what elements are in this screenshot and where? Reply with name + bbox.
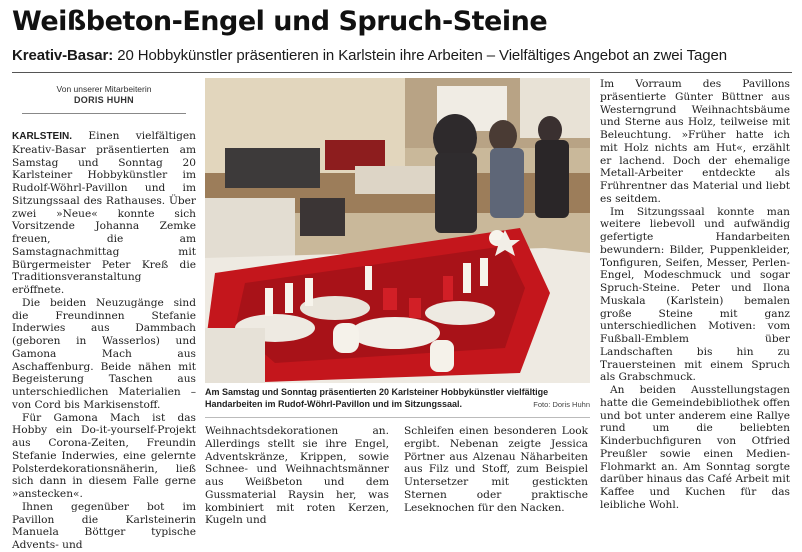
headline: Weißbeton-Engel und Spruch-Steine [12,6,548,37]
subheadline-text: 20 Hobbykünstler präsentieren in Karlstein ihre Arbeiten – Vielfältiges Angebot an zwei Tagen [117,47,727,64]
lead-paragraph [12,130,196,297]
caption-divider [205,417,590,418]
byline-author: DORIS HUHN [73,95,134,105]
article-column-3 [404,425,588,535]
byline-divider [22,113,186,114]
byline [12,84,196,106]
paragraph: Ihnen gegenüber bot im Pavillon die Karlsteinerin Manuela Böttger typische Advents- und [12,500,196,551]
article-column-2 [205,425,389,535]
paragraph: Im Vorraum des Pavillons präsentierte Günter Büttner aus Westerngrund Weihnachtsbäume und Sterne aus Holz, teilweise mit Beleuchtung. »Früher hatte ich mit Holz nichts am Hut«, erzählt er lachend. Doch der ehemalige Metall-Arbeiter entdeckte als Frührentner das Material und liebt es seitdem. [600,78,790,205]
paragraph: Schleifen einen besonderen Look ergibt. Nebenan zeigte Jessica Pörtner aus Alzenau Näharbeiten aus Filz und Stoff, zum Beispiel Untersetzer mit gestickten Sternen oder praktische Leseknochen für den Nacken. [404,425,588,514]
paragraph: An beiden Ausstellungstagen hatte die Gemeindebibliothek offen und bot unter anderem eine Rallye rund um die beliebten Kinderbuchfiguren von Otfried Preußler sowie einen Medien-Flohmarkt an. Am Sonntag sorgte darüber hinaus das Café Arbeit mit Kaffee und Kuchen für das leibliche Wohl. [600,384,790,511]
header-divider [12,72,792,73]
paragraph: Für Gamona Mach ist das Hobby ein Do-it-yourself-Projekt aus Corona-Zeiten, Freundin Stefanie Inderwies, eine gelernte Polsterdekorationsnäherin, ließ sich dann in diesem Falle gerne »anstecken«. [12,411,196,500]
article-column-4 [600,78,790,535]
subheadline [12,46,794,66]
paragraph: Im Sitzungssaal konnte man weitere liebevoll und aufwändig gefertigte Handarbeiten bewundern: Bilder, Puppenkleider, Tonfiguren, Seifen, Messer, Perlen-Engel, Modeschmuck und sogar Spruch-Steine. Peter und Ilona Muskala (Karlstein) bemalen große Steine mit ganz unterschiedlichen Motiven: vom Fußball-Emblem über Landschaften bis hin zu Trauersteinen mit einem Spruch als Grabschmuck. [600,205,790,384]
dateline: KARLSTEIN. [12,131,72,142]
article-photo [205,78,590,383]
article-column-1 [12,130,196,551]
kicker: Kreativ-Basar: [12,47,114,64]
caption-text: Am Samstag und Sonntag präsentierten 20 Karlsteiner Hobbykünstler vielfältige Handarbeiten im Rudof-Wöhrl-Pavillon und im Sitzungssaal. [205,387,549,409]
byline-prefix: Von unserer Mitarbeiterin [56,84,152,94]
photo-bazaar-table [205,78,590,383]
photo-caption [205,386,590,411]
paragraph: Die beiden Neuzugänge sind die Freundinnen Stefanie Inderwies aus Dammbach (geboren in Wasserlos) und Gamona Mach aus Aschaffenburg. Beide nähen mit Begeisterung Taschen aus unterschiedlichen Materialien – von Cord bis Markisenstoff. [12,296,196,411]
photo-credit: Foto: Doris Huhn [533,400,590,409]
lead-text: Einen vielfältigen Kreativ-Basar präsentierten am Samstag und Sonntag 20 Karlsteiner Hobbykünstler im Rudolf-Wöhrl-Pavillon und im Sitzungssaal des Rathauses. Über zwei »Neue« konnte sich Vorsitzende Johanna Zemke freuen, die am Samstagnachmittag mit Bürgermeister Peter Kreß die Traditionsveranstaltung eröffnete. [12,130,196,296]
paragraph: Weihnachtsdekorationen an. Allerdings stellt sie ihre Engel, Adventskränze, Krippen, sowie Schnee- und Weihnachtsmänner aus Weißbeton und dem Gussmaterial Raysin her, was kombiniert mit roten Kerzen, Kugeln und [205,425,389,527]
